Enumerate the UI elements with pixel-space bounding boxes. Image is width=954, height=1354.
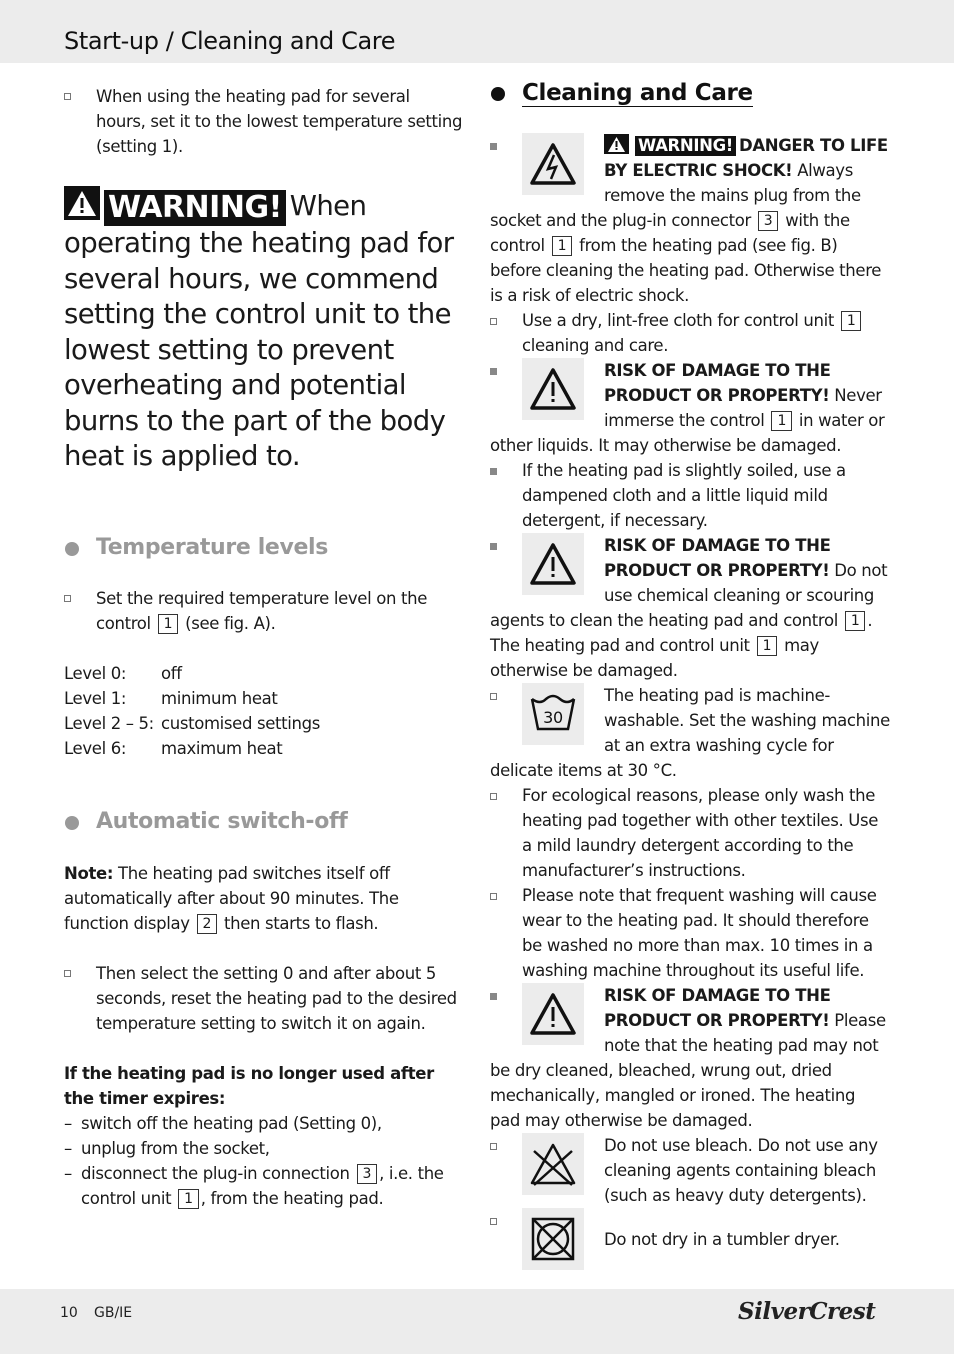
level-row: Level 6: maximum heat [64, 738, 283, 758]
intro-text: When using the heating pad for several hours, set it to the lowest temperature setting (setting 1). [96, 87, 463, 156]
frequent-bullet: Please note that frequent washing will cause wear to the heating pad. It should therefore be washed no more than max. 10 times in a washing machine throughout its useful life. [490, 883, 890, 983]
bullet-icon [490, 543, 497, 550]
bullet-icon [490, 1218, 497, 1225]
timer-item: – unplug from the socket, [64, 1138, 270, 1158]
bullet-icon [490, 793, 497, 800]
soiled-bullet: If the heating pad is slightly soiled, use a dampened cloth and a little liquid mild detergent, if necessary. [490, 458, 890, 533]
temperature-heading: Temperature levels [64, 535, 464, 561]
warning-triangle-icon [64, 186, 100, 220]
bullet-icon [64, 595, 71, 602]
warning-badge: WARNING! [635, 136, 736, 156]
locale-label: GB/IE [94, 1305, 133, 1321]
timer-heading: If the heating pad is no longer used after the timer expires: [64, 1063, 434, 1108]
timer-item: – switch off the heating pad (Setting 0), [64, 1113, 382, 1133]
brand-logo: SilverCrest [738, 1298, 876, 1325]
warning-text: When operating the heating pad for several hours, we commend setting the control unit to the lowest setting to prevent overheating and potential burns to the part of the body heat is applied to. [64, 190, 454, 472]
electric-shock-icon [522, 133, 584, 195]
bullet-icon [490, 368, 497, 375]
warning-triangle-icon [522, 983, 584, 1045]
level-row: Level 0: off [64, 663, 182, 683]
ref-connector: 3 [357, 1164, 378, 1184]
note-paragraph: Note: The heating pad switches itself off automatically after about 90 minutes. The function display 2 then starts to flash. [64, 863, 399, 933]
auto-switch-off-heading: Automatic switch-off [64, 809, 464, 835]
heading-dot-icon [65, 816, 79, 830]
level-row: Level 1: minimum heat [64, 688, 278, 708]
wash-30-icon [522, 683, 584, 745]
bullet-icon [490, 893, 497, 900]
wash-temp-label: 30 [543, 708, 563, 727]
timer-item: – disconnect the plug-in connection 3 , i.e. the control unit 1 , from the heating pad. [64, 1163, 444, 1208]
page-number: 10 [60, 1305, 78, 1321]
dry-cloth-bullet: Use a dry, lint-free cloth for control unit 1 cleaning and care. [490, 308, 890, 358]
washable-bullet: 30 The heating pad is machine-washable. Set the washing machine at an extra washing cycle for delicate items at 30 °C. [490, 683, 890, 783]
right-column [490, 80, 890, 1272]
cleaning-heading: Cleaning and Care [490, 80, 890, 106]
shock-warning: WARNING! DANGER TO LIFE BY ELECTRIC SHOCK! Always remove the mains plug from the socket and the plug-in connector 3 with the control 1 from the heating pad (see fig. B) before cleaning the heating pad. Otherwise there is a risk of electric shock. [490, 133, 890, 308]
bullet-icon [490, 318, 497, 325]
warning-block [64, 186, 464, 475]
bullet-icon [490, 468, 497, 475]
chemical-warning: RISK OF DAMAGE TO THE PRODUCT OR PROPERTY! Do not use chemical cleaning or scouring agents to clean the heating pad and control 1 . The heating pad and control unit 1 may otherwise be damaged. [490, 533, 890, 683]
dryclean-warning: RISK OF DAMAGE TO THE PRODUCT OR PROPERTY! Please note that the heating pad may not be dry cleaned, bleached, wrung out, dried mechanically, mangled or ironed. The heating pad may otherwise be damaged. [490, 983, 890, 1133]
ref-display: 2 [197, 914, 218, 934]
bullet-icon [490, 693, 497, 700]
no-bleach-icon [522, 1133, 584, 1195]
level-list [64, 661, 464, 761]
left-column [64, 84, 464, 1211]
warning-triangle-icon [522, 358, 584, 420]
level-row: Level 2 – 5: customised settings [64, 713, 320, 733]
ref-control: 1 [178, 1189, 199, 1209]
no-tumble-dry-icon [522, 1208, 584, 1270]
heading-dot-icon [65, 542, 79, 556]
warning-triangle-icon [522, 533, 584, 595]
intro-bullet [64, 84, 464, 159]
bullet-icon [490, 1143, 497, 1150]
temperature-instruction: Set the required temperature level on the control 1 (see fig. A). [64, 586, 464, 636]
bleach-bullet: Do not use bleach. Do not use any cleaning agents containing bleach (such as heavy duty detergents). [490, 1133, 890, 1208]
bullet-icon [64, 93, 71, 100]
reset-bullet: Then select the setting 0 and after about 5 seconds, reset the heating pad to the desired temperature setting to switch it on again. [64, 961, 464, 1036]
bullet-icon [490, 143, 497, 150]
heading-dot-icon [491, 87, 505, 101]
warning-triangle-icon [604, 134, 629, 154]
ecological-bullet: For ecological reasons, please only wash the heating pad together with other textiles. Use a mild laundry detergent according to the manufacturer’s instructions. [490, 783, 890, 883]
ref-control: 1 [158, 614, 179, 634]
tumble-bullet: Do not dry in a tumbler dryer. [490, 1208, 890, 1252]
bullet-icon [490, 993, 497, 1000]
immerse-warning: RISK OF DAMAGE TO THE PRODUCT OR PROPERTY! Never immerse the control 1 in water or other liquids. It may otherwise be damaged. [490, 358, 890, 458]
page-title: Start-up / Cleaning and Care [64, 27, 396, 55]
warning-badge: WARNING! [104, 190, 286, 226]
bullet-icon [64, 970, 71, 977]
